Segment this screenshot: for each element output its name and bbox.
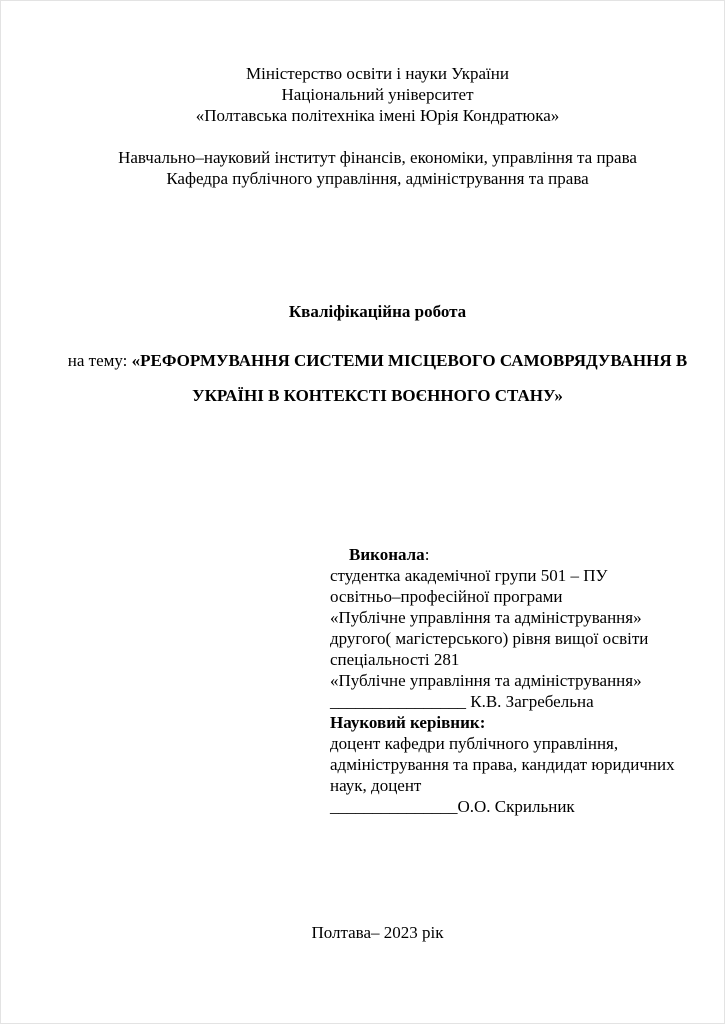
author-line: спеціальності 281 — [330, 650, 460, 669]
footer-text: Полтава– 2023 рік — [311, 923, 444, 942]
author-line: освітньо–професійної програми — [330, 587, 563, 606]
ministry-text: Міністерство освіти і науки України — [246, 64, 509, 83]
institute-text: Навчально–науковий інститут фінансів, економіки, управління та права — [118, 148, 637, 167]
author-supervisor-block — [330, 544, 680, 817]
supervisor-line: наук, доцент — [330, 776, 422, 795]
university-text: Національний університет — [281, 85, 474, 104]
institute-lines — [61, 147, 694, 189]
author-label-line — [330, 544, 680, 565]
author-label: Виконала — [349, 545, 425, 564]
topic-title: «РЕФОРМУВАННЯ СИСТЕМИ МІСЦЕВОГО САМОВРЯДУВАННЯ В УКРАЇНІ В КОНТЕКСТІ ВОЄННОГО СТАНУ» — [131, 351, 688, 405]
header-block — [61, 63, 694, 189]
ministry-line — [61, 63, 694, 126]
topic-prefix: на тему: — [67, 351, 132, 370]
author-label-colon: : — [424, 545, 430, 564]
work-type-text: Кваліфікаційна робота — [288, 302, 467, 321]
author-line: другого( магістерського) рівня вищої освіти — [330, 629, 649, 648]
university-name-text: «Полтавська політехніка імені Юрія Кондратюка» — [195, 106, 560, 125]
supervisor-line: адміністрування та права, кандидат юридичних — [330, 755, 675, 774]
supervisor-signature-line: _______________О.О. Скрильник — [330, 797, 575, 816]
supervisor-label: Науковий керівник: — [330, 713, 486, 732]
author-line: «Публічне управління та адміністрування» — [330, 608, 642, 627]
author-line: «Публічне управління та адміністрування» — [330, 671, 642, 690]
author-signature-line: ________________ К.В. Загребельна — [330, 692, 594, 711]
footer — [61, 922, 694, 943]
work-type-heading — [61, 301, 694, 322]
department-text: Кафедра публічного управління, адміністрування та права — [166, 169, 589, 188]
supervisor-line: доцент кафедри публічного управління, — [330, 734, 619, 753]
topic-block — [61, 343, 694, 413]
author-line: студентка академічної групи 501 – ПУ — [330, 566, 608, 585]
